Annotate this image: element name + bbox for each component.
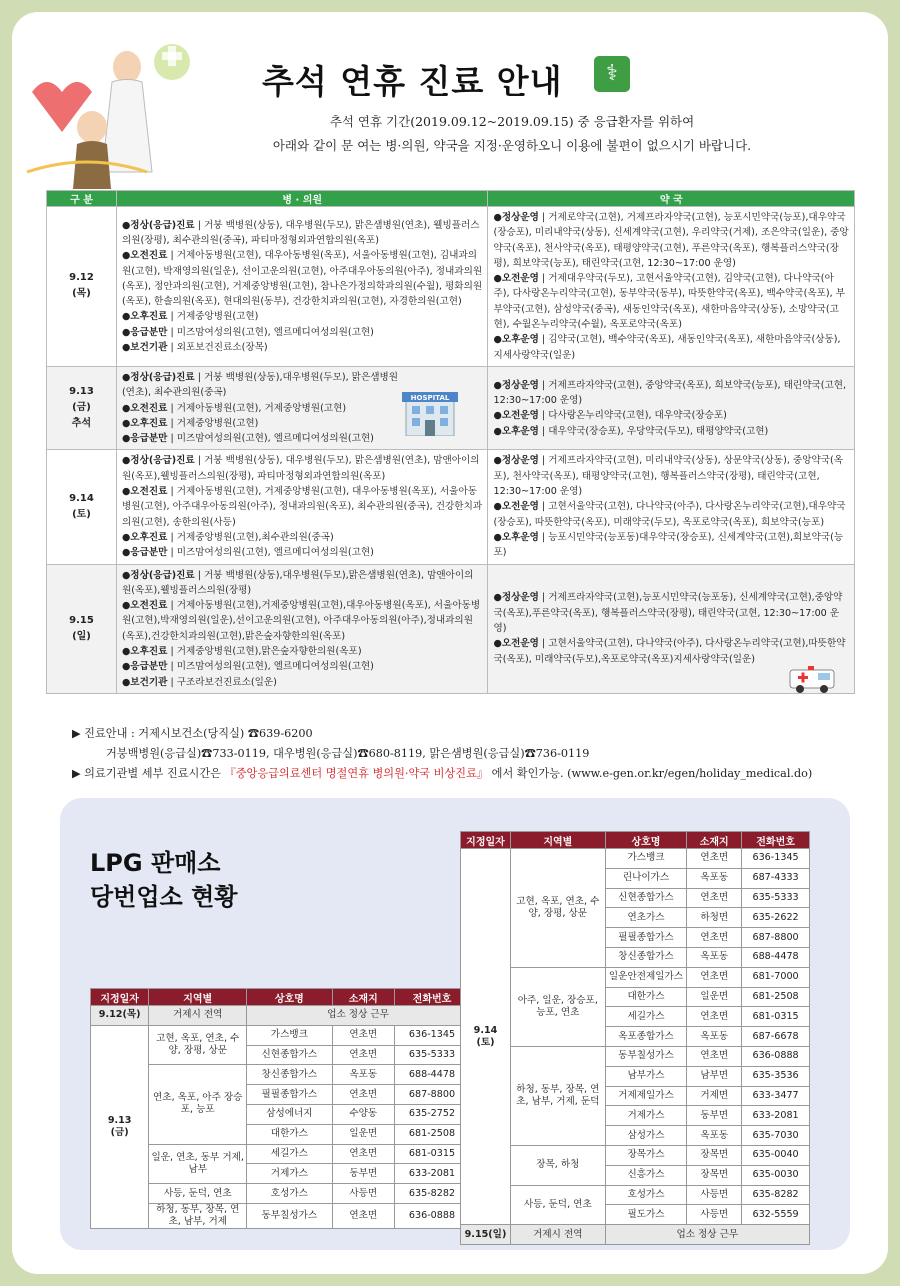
lpg-phone: 633-2081 bbox=[395, 1164, 470, 1184]
entry-text: 거제로약국(고현), 거제프라자약국(고현), 능포시민약국(능포),대우약국(장승포), 미리내약국(상동), 신세계약국(고현), 우리약국(거제), 조은약국(일운), 중앙약국(옥포), 천사약국(옥포), 태평양약국(고현), 푸른약국(옥포), 행복플러스약국(장평), 희보약국(능포), 태린약국(고현, 12:30~17:00 운영) bbox=[493, 212, 849, 269]
clinic-entry: ●응급분만 | 미즈맘여성의원(고현), 엘르메디여성의원(고현) bbox=[121, 433, 374, 445]
entry-text: 미즈맘여성의원(고현), 엘르메디여성의원(고현) bbox=[176, 547, 374, 559]
clinic-entry: ●오전진료 | 거제아동병원(고현), 대우아동병원(옥포), 서울아동병원(고현), 김내과의원(고현), 박재영의원(일운), 선이고운의원(고현), 아주대우아동의원(아주), 정내과의원(옥포), 정안과의원(고현), 거제중앙병원(고현), 참나은가정의학과의원(수월), 평화의원(옥포), 한솔의원(옥포), 현대의원(동부), 건강한치과의원(고현), 자경한의원(고현) bbox=[121, 250, 483, 308]
schedule-day bbox=[47, 207, 117, 367]
holiday-schedule-table bbox=[46, 190, 855, 694]
lpg-location: 연초면 bbox=[332, 1025, 394, 1045]
clinics-cell bbox=[116, 207, 488, 367]
pharmacy-entry: ●오후운영 | 대우약국(장승포), 우당약국(두모), 태평양약국(고현) bbox=[493, 425, 769, 437]
entry-label: ●보건기관 bbox=[121, 676, 168, 688]
pharmacies-cell bbox=[488, 450, 855, 564]
clinic-entry: ●오전진료 | 거제아동병원(고현),거제중앙병원(고현),대우아동병원(옥포), 서울아동병원(고현),박재영의원(일운),선이고운의원(고현), 아주대우아동의원(아주),정내과의원(옥포),건강한치과의원(고현),맑은숲자향한의원(옥포) bbox=[121, 600, 481, 642]
lpg-title bbox=[90, 846, 237, 914]
clinic-entry: ●오후진료 | 거제중앙병원(고현) bbox=[121, 417, 259, 429]
lpg-location: 연초면 bbox=[687, 1046, 742, 1066]
clinic-entry: ●오전진료 | 거제아동병원(고현), 거제중앙병원(고현) bbox=[121, 402, 347, 414]
entry-label: ●정상(응급)진료 bbox=[121, 455, 195, 467]
lpg-phone: 633-3477 bbox=[742, 1086, 810, 1106]
clinics-cell bbox=[116, 450, 488, 564]
header-clinics: 병 · 의원 bbox=[116, 191, 488, 207]
lpg-region: 고현, 옥포, 연초, 수양, 장평, 상문 bbox=[510, 849, 605, 968]
clinic-entry: ●응급분만 | 미즈맘여성의원(고현), 엘르메디여성의원(고현) bbox=[121, 547, 374, 559]
hospital-sign: HOSPITAL bbox=[410, 394, 450, 402]
lpg-phone: 687-4333 bbox=[742, 868, 810, 888]
lpg-header: 지역별 bbox=[149, 989, 247, 1006]
intro-text bbox=[162, 110, 862, 158]
lpg-location: 동부면 bbox=[332, 1164, 394, 1184]
clinic-entry: ●오후진료 | 거제중앙병원(고현),최수관의원(중곡) bbox=[121, 531, 334, 543]
lpg-title-line-1: LPG 판매소 bbox=[90, 849, 221, 877]
lpg-shop-name: 삼성가스 bbox=[605, 1126, 687, 1146]
lpg-region: 아주, 일운, 장승포, 능포, 연초 bbox=[510, 967, 605, 1046]
ambulance-icon bbox=[788, 664, 838, 694]
lpg-right-table bbox=[460, 831, 810, 1245]
entry-text: 고현서울약국(고현), 다나약국(아주), 다사랑온누리약국(고현),따뜻한약국(옥포), 미래약국(두모),옥포로약국(옥포)지세사랑약국(일운) bbox=[493, 638, 846, 665]
entry-label: ●정상(응급)진료 bbox=[121, 371, 195, 383]
lpg-location: 장목면 bbox=[687, 1165, 742, 1185]
lpg-location: 남부면 bbox=[687, 1066, 742, 1086]
lpg-row bbox=[91, 1006, 470, 1026]
lpg-note: 업소 정상 근무 bbox=[247, 1006, 470, 1026]
entry-label: ●오전운영 bbox=[493, 273, 539, 285]
lpg-location: 사등면 bbox=[687, 1205, 742, 1225]
entry-label: ●오전운영 bbox=[493, 638, 539, 650]
entry-text: 거제대우약국(두모), 고현서울약국(고현), 김약국(고현), 다나약국(아주), 다사랑온누리약국(고현), 동부약국(동부), 따뜻한약국(옥포), 백수약국(옥포), 부부약국(고현), 삼성약국(중곡), 새동인약국(옥포), 새한마음약국(상동), 소망약국(고현), 수월온누리약국(수월), 옥포로약국(옥포) bbox=[493, 273, 845, 331]
lpg-location: 옥포동 bbox=[687, 1027, 742, 1047]
day-date: 9.14 bbox=[69, 492, 94, 504]
entry-text: 거붕 백병원(상동),대우병원(두모),맑은샘병원(연초), 맘앤아이의원(옥포),웰빙플러스의원(장평) bbox=[121, 569, 474, 596]
lpg-shop-name: 호성가스 bbox=[247, 1184, 332, 1204]
lpg-location: 장목면 bbox=[687, 1145, 742, 1165]
schedule-day bbox=[47, 366, 117, 449]
lpg-phone: 681-2508 bbox=[395, 1124, 470, 1144]
lpg-phone: 632-5559 bbox=[742, 1205, 810, 1225]
entry-label: ●오전운영 bbox=[493, 410, 539, 422]
lpg-header: 지정일자 bbox=[91, 989, 149, 1006]
lpg-shop-name: 필도가스 bbox=[605, 1205, 687, 1225]
clinic-entry: ●정상(응급)진료 | 거붕 백병원(상동),대우병원(두모),맑은샘병원(연초), 맘앤아이의원(옥포),웰빙플러스의원(장평) bbox=[121, 569, 474, 596]
lpg-shop-name: 신현종합가스 bbox=[605, 888, 687, 908]
lpg-phone: 681-0315 bbox=[395, 1144, 470, 1164]
lpg-phone: 635-3536 bbox=[742, 1066, 810, 1086]
note-detail-post: 에서 확인가능. (www.e-gen.or.kr/egen/holiday_medical.do) bbox=[488, 767, 813, 780]
lpg-phone: 681-7000 bbox=[742, 967, 810, 987]
lpg-location: 옥포동 bbox=[687, 868, 742, 888]
lpg-date-weekday: (토) bbox=[476, 1036, 495, 1048]
entry-label: ●오후운영 bbox=[493, 531, 539, 543]
entry-label: ●응급분만 bbox=[121, 547, 168, 559]
lpg-date: 9.15(일) bbox=[461, 1225, 511, 1245]
lpg-header: 상호명 bbox=[605, 832, 687, 849]
lpg-phone: 636-0888 bbox=[395, 1203, 470, 1228]
lpg-header: 상호명 bbox=[247, 989, 332, 1006]
lpg-shop-name: 신흥가스 bbox=[605, 1165, 687, 1185]
lpg-location: 일운면 bbox=[687, 987, 742, 1007]
lpg-location: 옥포동 bbox=[332, 1065, 394, 1085]
lpg-row bbox=[461, 1145, 810, 1165]
entry-text: 능포시민약국(능포동)대우약국(장승포), 신세계약국(고현),희보약국(능포) bbox=[493, 531, 844, 559]
entry-label: ●응급분만 bbox=[121, 326, 168, 338]
entry-text: 미즈맘여성의원(고현), 엘르메디여성의원(고현) bbox=[176, 661, 374, 673]
entry-text: 거제아동병원(고현),거제중앙병원(고현),대우아동병원(옥포), 서울아동병원(고현),박재영의원(일운),선이고운의원(고현), 아주대우아동의원(아주),정내과의원(옥포),건강한치과의원(고현),맑은숲자향한의원(옥포) bbox=[121, 600, 481, 642]
lpg-shop-name: 동부칠성가스 bbox=[247, 1203, 332, 1228]
note-contact: ▶ 진료안내 : 거제시보건소(당직실) ☎639-6200 bbox=[72, 727, 313, 740]
day-weekday: (토) bbox=[72, 508, 91, 520]
lpg-shop-name: 창신종합가스 bbox=[605, 947, 687, 967]
entry-text: 거제아동병원(고현), 거제중앙병원(고현) bbox=[176, 402, 347, 414]
pharmacies-cell bbox=[488, 366, 855, 449]
lpg-phone: 635-2622 bbox=[742, 908, 810, 928]
day-weekday: (금) bbox=[72, 402, 91, 414]
lpg-section bbox=[60, 798, 850, 1250]
clinics-cell bbox=[116, 564, 488, 693]
stethoscope-icon: ⚕ bbox=[594, 56, 630, 92]
lpg-region: 고현, 옥포, 연초, 수양, 장평, 상문 bbox=[149, 1025, 247, 1065]
entry-text: 다사랑온누리약국(고현), 대우약국(장승포) bbox=[548, 410, 727, 422]
entry-label: ●정상(응급)진료 bbox=[121, 219, 195, 231]
lpg-shop-name: 세길가스 bbox=[605, 1007, 687, 1027]
entry-label: ●보건기관 bbox=[121, 342, 168, 354]
lpg-shop-name: 거제가스 bbox=[605, 1106, 687, 1126]
schedule-day bbox=[47, 450, 117, 564]
lpg-header: 지정일자 bbox=[461, 832, 511, 849]
lpg-shop-name: 린나이가스 bbox=[605, 868, 687, 888]
entry-label: ●정상운영 bbox=[493, 379, 539, 391]
header-pharmacies: 약 국 bbox=[488, 191, 855, 207]
lpg-shop-name: 가스뱅크 bbox=[247, 1025, 332, 1045]
lpg-header: 소재지 bbox=[687, 832, 742, 849]
lpg-header: 전화번호 bbox=[742, 832, 810, 849]
entry-label: ●오후운영 bbox=[493, 334, 539, 346]
clinic-entry: ●응급분만 | 미즈맘여성의원(고현), 엘르메디여성의원(고현) bbox=[121, 326, 374, 338]
lpg-left-table bbox=[90, 988, 470, 1229]
day-date: 9.13 bbox=[69, 386, 94, 398]
clinic-entry: ●보건기관 | 외포보건진료소(장목) bbox=[121, 342, 268, 354]
clinic-entry: ●오전진료 | 거제아동병원(고현), 거제중앙병원(고현), 대우아동병원(옥포), 서울아동병원(고현), 아주대우아동의원(아주), 정내과의원(옥포), 최수관의원(중곡), 건강한치과의원(고현), 송한의원(사등) bbox=[121, 486, 483, 528]
notes bbox=[72, 724, 872, 784]
schedule-day bbox=[47, 564, 117, 693]
lpg-shop-name: 거제제일가스 bbox=[605, 1086, 687, 1106]
lpg-shop-name: 옥포종합가스 bbox=[605, 1027, 687, 1047]
pharmacy-entry: ●오전운영 | 다사랑온누리약국(고현), 대우약국(장승포) bbox=[493, 410, 727, 422]
clinic-entry: ●정상(응급)진료 | 거붕 백병원(상동), 대우병원(두모), 맑은샘병원(연초), 웰빙플러스의원(장평), 최수관의원(중곡), 파티마정형외과연합의원(옥포) bbox=[121, 219, 480, 246]
lpg-date: 9.12(목) bbox=[91, 1006, 149, 1026]
entry-text: 거붕 백병원(상동), 대우병원(두모), 맑은샘병원(연초), 맘앤아이의원(옥포),웰빙플러스의원(장평), 파티마정형외과연합의원(옥포) bbox=[121, 455, 480, 482]
lpg-row bbox=[461, 1185, 810, 1205]
pharmacy-entry: ●정상운영 | 거제프라자약국(고현), 미리내약국(상동), 상문약국(상동), 중앙약국(옥포), 천사약국(옥포), 태평양약국(고현), 행복플러스약국(장평), 태린약국(고현, 12:30~17:00 운영) bbox=[493, 455, 844, 498]
pharmacy-entry: ●정상운영 | 거제프라자약국(고현),능포시민약국(능포동), 신세계약국(고현),중앙약국(옥포),푸른약국(옥포), 행복플러스약국(장평), 태린약국(고현, 12:30~17:00 운영) bbox=[493, 592, 843, 635]
note-detail bbox=[72, 764, 872, 784]
lpg-region: 거제시 전역 bbox=[149, 1006, 247, 1026]
lpg-location: 연초면 bbox=[332, 1144, 394, 1164]
lpg-location: 거제면 bbox=[687, 1086, 742, 1106]
schedule-row bbox=[47, 450, 855, 564]
lpg-location: 연초면 bbox=[332, 1203, 394, 1228]
lpg-shop-name: 세길가스 bbox=[247, 1144, 332, 1164]
lpg-shop-name: 필필종합가스 bbox=[605, 928, 687, 948]
lpg-shop-name: 거제가스 bbox=[247, 1164, 332, 1184]
lpg-header: 소재지 bbox=[332, 989, 394, 1006]
lpg-shop-name: 연초가스 bbox=[605, 908, 687, 928]
lpg-title-line-2: 당번업소 현황 bbox=[90, 883, 238, 911]
lpg-shop-name: 창신종합가스 bbox=[247, 1065, 332, 1085]
entry-text: 거붕 백병원(상동), 대우병원(두모), 맑은샘병원(연초), 웰빙플러스의원(장평), 최수관의원(중곡), 파티마정형외과연합의원(옥포) bbox=[121, 219, 480, 246]
entry-text: 거제중앙병원(고현),최수관의원(중곡) bbox=[176, 531, 334, 543]
lpg-phone: 681-0315 bbox=[742, 1007, 810, 1027]
entry-text: 대우약국(장승포), 우당약국(두모), 태평양약국(고현) bbox=[548, 425, 769, 437]
entry-text: 거제프라자약국(고현), 중앙약국(옥포), 희보약국(능포), 태린약국(고현, 12:30~17:00 운영) bbox=[493, 379, 847, 406]
lpg-shop-name: 신현종합가스 bbox=[247, 1045, 332, 1065]
lpg-date-day: 9.13 bbox=[107, 1114, 132, 1126]
entry-label: ●응급분만 bbox=[121, 433, 168, 445]
day-holiday: 추석 bbox=[71, 418, 92, 430]
lpg-region: 거제시 전역 bbox=[510, 1225, 605, 1245]
entry-text: 거제중앙병원(고현),맑은숲자향한의원(옥포) bbox=[176, 646, 362, 658]
pharmacy-entry: ●오후운영 | 김약국(고현), 백수약국(옥포), 새동인약국(옥포), 새한마음약국(상동), 지세사랑약국(일운) bbox=[493, 334, 841, 361]
pharmacies-cell bbox=[488, 207, 855, 367]
clinic-entry: ●보건기관 | 구조라보건진료소(일운) bbox=[121, 676, 277, 688]
lpg-phone: 635-5333 bbox=[742, 888, 810, 908]
lpg-phone: 688-4478 bbox=[395, 1065, 470, 1085]
lpg-phone: 635-2752 bbox=[395, 1104, 470, 1124]
pharmacy-entry: ●정상운영 | 거제로약국(고현), 거제프라자약국(고현), 능포시민약국(능포),대우약국(장승포), 미리내약국(상동), 신세계약국(고현), 우리약국(거제), 조은약국(일운), 중앙약국(옥포), 천사약국(옥포), 태평양약국(고현), 푸른약국(옥포), 행복플러스약국(장평), 희보약국(능포), 태린약국(고현, 12:30~17:00 운영) bbox=[493, 212, 849, 269]
entry-label: ●오전진료 bbox=[121, 250, 168, 262]
lpg-location: 연초면 bbox=[687, 888, 742, 908]
lpg-phone: 636-1345 bbox=[742, 849, 810, 869]
note-emergency-rooms: 거붕백병원(응급실)☎733-0119, 대우병원(응급실)☎680-8119, 맑은샘병원(응급실)☎736-0119 bbox=[106, 747, 590, 760]
entry-label: ●오후진료 bbox=[121, 646, 168, 658]
lpg-shop-name: 동부칠성가스 bbox=[605, 1046, 687, 1066]
lpg-region: 장목, 하청 bbox=[510, 1145, 605, 1185]
lpg-phone: 633-2081 bbox=[742, 1106, 810, 1126]
lpg-location: 연초면 bbox=[687, 849, 742, 869]
pharmacy-entry: ●오전운영 | 고현서울약국(고현), 다나약국(아주), 다사랑온누리약국(고현),따뜻한약국(옥포), 미래약국(두모),옥포로약국(옥포)지세사랑약국(일운) bbox=[493, 638, 846, 665]
entry-text: 외포보건진료소(장목) bbox=[176, 342, 268, 354]
entry-text: 구조라보건진료소(일운) bbox=[176, 676, 277, 688]
lpg-phone: 681-2508 bbox=[742, 987, 810, 1007]
lpg-row bbox=[461, 1225, 810, 1245]
lpg-header: 전화번호 bbox=[395, 989, 470, 1006]
lpg-phone: 635-8282 bbox=[742, 1185, 810, 1205]
lpg-phone: 635-8282 bbox=[395, 1184, 470, 1204]
lpg-location: 연초면 bbox=[687, 967, 742, 987]
lpg-shop-name: 일운안전제일가스 bbox=[605, 967, 687, 987]
clinic-entry: ●정상(응급)진료 | 거붕 백병원(상동),대우병원(두모), 맑은샘병원(연초), 최수관의원(중곡) bbox=[121, 371, 399, 399]
day-date: 9.15 bbox=[69, 614, 94, 626]
day-date: 9.12 bbox=[69, 272, 94, 284]
lpg-location: 수양동 bbox=[332, 1104, 394, 1124]
lpg-date-weekday: (금) bbox=[110, 1126, 129, 1138]
lpg-phone: 688-4478 bbox=[742, 947, 810, 967]
lpg-row bbox=[461, 849, 810, 869]
header-category: 구 분 bbox=[47, 191, 117, 207]
lpg-location: 사등면 bbox=[687, 1185, 742, 1205]
day-weekday: (일) bbox=[72, 630, 91, 642]
lpg-phone: 635-0030 bbox=[742, 1165, 810, 1185]
lpg-phone: 635-5333 bbox=[395, 1045, 470, 1065]
lpg-location: 연초면 bbox=[332, 1085, 394, 1105]
clinic-entry: ●오후진료 | 거제중앙병원(고현),맑은숲자향한의원(옥포) bbox=[121, 646, 362, 658]
entry-label: ●응급분만 bbox=[121, 661, 168, 673]
lpg-phone: 687-8800 bbox=[742, 928, 810, 948]
lpg-shop-name: 남부가스 bbox=[605, 1066, 687, 1086]
entry-label: ●오전진료 bbox=[121, 486, 168, 498]
schedule-row bbox=[47, 207, 855, 367]
entry-text: 거제프라자약국(고현),능포시민약국(능포동), 신세계약국(고현),중앙약국(옥포),푸른약국(옥포), 행복플러스약국(장평), 태린약국(고현, 12:30~17:00 운영) bbox=[493, 592, 843, 635]
lpg-location: 하청면 bbox=[687, 908, 742, 928]
lpg-shop-name: 삼성에너지 bbox=[247, 1104, 332, 1124]
lpg-location: 동부면 bbox=[687, 1106, 742, 1126]
lpg-row bbox=[461, 967, 810, 987]
lpg-location: 일운면 bbox=[332, 1124, 394, 1144]
entry-label: ●오후운영 bbox=[493, 425, 539, 437]
lpg-region: 사등, 둔덕, 연초 bbox=[149, 1184, 247, 1204]
pharmacy-entry: ●오전운영 | 고현서울약국(고현), 다나약국(아주), 다사랑온누리약국(고현),대우약국(장승포), 따뜻한약국(옥포), 미래약국(두모), 옥포로약국(옥포), 희보약국(능포) bbox=[493, 501, 846, 528]
lpg-location: 옥포동 bbox=[687, 947, 742, 967]
lpg-location: 연초면 bbox=[687, 1007, 742, 1027]
lpg-date bbox=[91, 1025, 149, 1228]
pharmacy-entry: ●정상운영 | 거제프라자약국(고현), 중앙약국(옥포), 희보약국(능포), 태린약국(고현, 12:30~17:00 운영) bbox=[493, 379, 847, 406]
entry-text: 거제아동병원(고현), 대우아동병원(옥포), 서울아동병원(고현), 김내과의원(고현), 박재영의원(일운), 선이고운의원(고현), 아주대우아동의원(아주), 정내과의원(옥포), 정안과의원(고현), 거제중앙병원(고현), 참나은가정의학과의원(수월), 평화의원(옥포), 한솔의원(옥포), 현대의원(동부), 건강한치과의원(고현), 자경한의원(고현) bbox=[121, 250, 483, 308]
intro-line-2: 아래와 같이 문 여는 병·의원, 약국을 지정·운영하오니 이용에 불편이 없으시기 바랍니다. bbox=[272, 138, 752, 153]
lpg-row bbox=[91, 1025, 470, 1045]
lpg-header: 지역별 bbox=[510, 832, 605, 849]
entry-label: ●오후진료 bbox=[121, 531, 168, 543]
lpg-phone: 636-0888 bbox=[742, 1046, 810, 1066]
entry-text: 거제프라자약국(고현), 미리내약국(상동), 상문약국(상동), 중앙약국(옥포), 천사약국(옥포), 태평양약국(고현), 행복플러스약국(장평), 태린약국(고현, 12:30~17:00 운영) bbox=[493, 455, 844, 498]
day-weekday: (목) bbox=[72, 288, 91, 300]
lpg-shop-name: 호성가스 bbox=[605, 1185, 687, 1205]
lpg-phone: 635-7030 bbox=[742, 1126, 810, 1146]
lpg-date bbox=[461, 849, 511, 1225]
lpg-location: 옥포동 bbox=[687, 1126, 742, 1146]
lpg-shop-name: 필필종합가스 bbox=[247, 1085, 332, 1105]
intro-line-1: 추석 연휴 기간(2019.09.12~2019.09.15) 중 응급환자를 위하여 bbox=[329, 114, 695, 129]
entry-text: 거붕 백병원(상동),대우병원(두모), 맑은샘병원(연초), 최수관의원(중곡) bbox=[121, 371, 399, 399]
entry-label: ●오후진료 bbox=[121, 311, 168, 323]
note-detail-pre: ▶ 의료기관별 세부 진료시간은 bbox=[72, 767, 225, 780]
clinic-entry: ●응급분만 | 미즈맘여성의원(고현), 엘르메디여성의원(고현) bbox=[121, 661, 374, 673]
lpg-phone: 687-8800 bbox=[395, 1085, 470, 1105]
hospital-building-icon bbox=[398, 390, 462, 436]
lpg-shop-name: 대한가스 bbox=[247, 1124, 332, 1144]
entry-label: ●오전진료 bbox=[121, 600, 168, 612]
lpg-region: 연초, 옥포, 아주 장승포, 능포 bbox=[149, 1065, 247, 1144]
entry-label: ●오전운영 bbox=[493, 501, 539, 513]
pharmacy-entry: ●오전운영 | 거제대우약국(두모), 고현서울약국(고현), 김약국(고현), 다나약국(아주), 다사랑온누리약국(고현), 동부약국(동부), 따뜻한약국(옥포), 백수약국(옥포), 부부약국(고현), 삼성약국(중곡), 새동인약국(옥포), 새한마음약국(상동), 소망약국(고현), 수월온누리약국(수월), 옥포로약국(옥포) bbox=[493, 273, 845, 331]
clinic-entry: ●오후진료 | 거제중앙병원(고현) bbox=[121, 311, 259, 323]
entry-text: 미즈맘여성의원(고현), 엘르메디여성의원(고현) bbox=[176, 433, 374, 445]
entry-label: ●정상운영 bbox=[493, 455, 539, 467]
entry-text: 거제중앙병원(고현) bbox=[176, 311, 259, 323]
entry-label: ●오전진료 bbox=[121, 402, 168, 414]
lpg-row bbox=[461, 1046, 810, 1066]
lpg-region: 하청, 동부, 장목, 연초, 남부, 거제, 둔덕 bbox=[510, 1046, 605, 1145]
page-title: 추석 연휴 진료 안내 bbox=[262, 62, 563, 101]
schedule-row bbox=[47, 564, 855, 693]
entry-text: 미즈맘여성의원(고현), 엘르메디여성의원(고현) bbox=[176, 326, 374, 338]
lpg-location: 연초면 bbox=[687, 928, 742, 948]
lpg-phone: 635-0040 bbox=[742, 1145, 810, 1165]
lpg-location: 연초면 bbox=[332, 1045, 394, 1065]
lpg-phone: 636-1345 bbox=[395, 1025, 470, 1045]
entry-label: ●정상(응급)진료 bbox=[121, 569, 195, 581]
lpg-shop-name: 장목가스 bbox=[605, 1145, 687, 1165]
entry-label: ●정상운영 bbox=[493, 592, 539, 604]
page bbox=[12, 12, 888, 1274]
pharmacy-entry: ●오후운영 | 능포시민약국(능포동)대우약국(장승포), 신세계약국(고현),희보약국(능포) bbox=[493, 531, 844, 559]
lpg-region: 일운, 연초, 동부 거제, 남부 bbox=[149, 1144, 247, 1184]
lpg-location: 사등면 bbox=[332, 1184, 394, 1204]
lpg-note: 업소 정상 근무 bbox=[605, 1225, 809, 1245]
lpg-phone: 687-6678 bbox=[742, 1027, 810, 1047]
entry-text: 거제중앙병원(고현) bbox=[176, 417, 259, 429]
clinic-entry: ●정상(응급)진료 | 거붕 백병원(상동), 대우병원(두모), 맑은샘병원(연초), 맘앤아이의원(옥포),웰빙플러스의원(장평), 파티마정형외과연합의원(옥포) bbox=[121, 455, 480, 482]
lpg-date-day: 9.14 bbox=[473, 1024, 498, 1036]
entry-text: 거제아동병원(고현), 거제중앙병원(고현), 대우아동병원(옥포), 서울아동병원(고현), 아주대우아동의원(아주), 정내과의원(옥포), 최수관의원(중곡), 건강한치과의원(고현), 송한의원(사등) bbox=[121, 486, 483, 528]
entry-text: 고현서울약국(고현), 다나약국(아주), 다사랑온누리약국(고현),대우약국(장승포), 따뜻한약국(옥포), 미래약국(두모), 옥포로약국(옥포), 희보약국(능포) bbox=[493, 501, 846, 528]
entry-text: 김약국(고현), 백수약국(옥포), 새동인약국(옥포), 새한마음약국(상동), 지세사랑약국(일운) bbox=[493, 334, 841, 361]
entry-label: ●정상운영 bbox=[493, 212, 539, 223]
note-detail-link[interactable]: 『중앙응급의료센터 명절연휴 병의원·약국 비상진료』 bbox=[224, 767, 489, 780]
lpg-shop-name: 대한가스 bbox=[605, 987, 687, 1007]
lpg-region: 하청, 동부, 장목, 연초, 남부, 거제 bbox=[149, 1203, 247, 1228]
lpg-region: 사등, 둔덕, 연초 bbox=[510, 1185, 605, 1225]
lpg-shop-name: 가스뱅크 bbox=[605, 849, 687, 869]
entry-label: ●오후진료 bbox=[121, 417, 168, 429]
